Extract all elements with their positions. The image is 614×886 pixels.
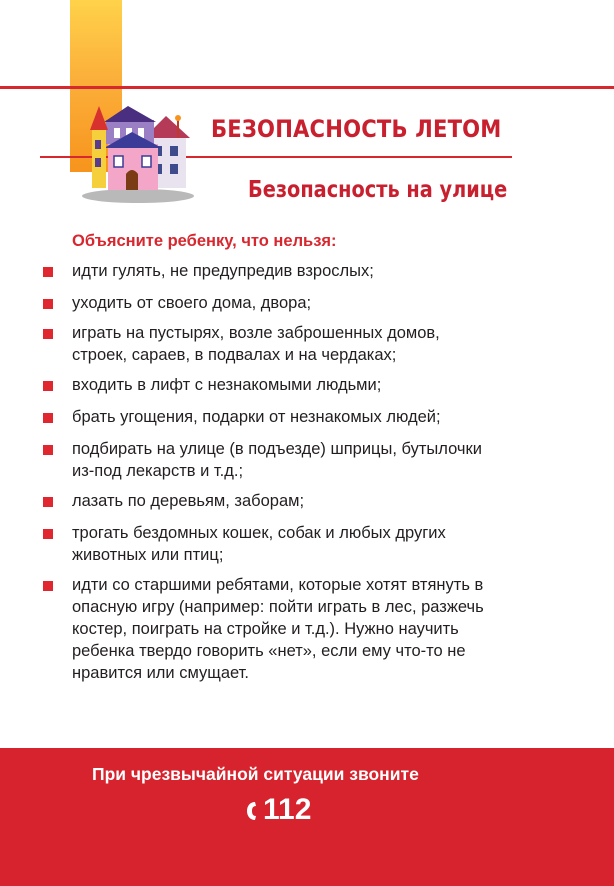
list-item-line: подбирать на улице (в подъезде) шприцы, бутылочки	[72, 440, 482, 458]
list-item-line: костер, поиграть на стройке и т.д.). Нужно научить	[72, 620, 459, 638]
list-item-line: строек, сараев, в подвалах и на чердаках;	[72, 346, 397, 364]
list-item-line: нравится или смущает.	[72, 664, 249, 682]
list-item-line: брать угощения, подарки от незнакомых людей;	[72, 408, 441, 426]
list-item-line: трогать бездомных кошек, собак и любых других	[72, 524, 446, 542]
bullet-icon	[43, 267, 53, 277]
phone-icon	[246, 801, 257, 821]
list-item-text	[72, 322, 544, 366]
bullet-icon	[43, 329, 53, 339]
bullet-icon	[43, 413, 53, 423]
list-item-line: входить в лифт с незнакомыми людьми;	[72, 376, 382, 394]
list-item-line: из-под лекарств и т.д.;	[72, 462, 244, 480]
list-item-text	[72, 374, 544, 396]
lead-text: Объясните ребенку, что нельзя:	[72, 232, 337, 250]
list-item-line: идти со старшими ребятами, которые хотят втянуть в	[72, 576, 484, 594]
bullet-icon	[43, 529, 53, 539]
phone-number: 112	[263, 793, 312, 826]
page-title: БЕЗОПАСНОСТЬ ЛЕТОМ	[211, 115, 502, 143]
emergency-note: При чрезвычайной ситуации звоните	[92, 764, 419, 784]
page-subtitle: Безопасность на улице	[248, 177, 508, 203]
bullet-icon	[43, 445, 53, 455]
bullet-icon	[43, 497, 53, 507]
top-divider	[0, 86, 614, 89]
list-item-text	[72, 490, 544, 512]
bullet-icon	[43, 581, 53, 591]
list-item-line: идти гулять, не предупредив взрослых;	[72, 262, 374, 280]
list-item-line: ребенка твердо говорить «нет», если ему что-то не	[72, 642, 466, 660]
list-item-text	[72, 574, 544, 684]
list-item-text	[72, 522, 544, 566]
list-item-text	[72, 406, 544, 428]
bullet-icon	[43, 299, 53, 309]
list-item-text	[72, 438, 544, 482]
house-illustration-icon	[78, 98, 200, 204]
list-item-line: играть на пустырях, возле заброшенных домов,	[72, 324, 440, 342]
list-item-line: уходить от своего дома, двора;	[72, 294, 312, 312]
list-item-line: опасную игру (например: пойти играть в лес, разжечь	[72, 598, 484, 616]
list-item-line: животных или птиц;	[72, 546, 224, 564]
list-item-line: лазать по деревьям, заборам;	[72, 492, 305, 510]
list-item-text	[72, 260, 544, 282]
list-item-text	[72, 292, 544, 314]
bullet-icon	[43, 381, 53, 391]
